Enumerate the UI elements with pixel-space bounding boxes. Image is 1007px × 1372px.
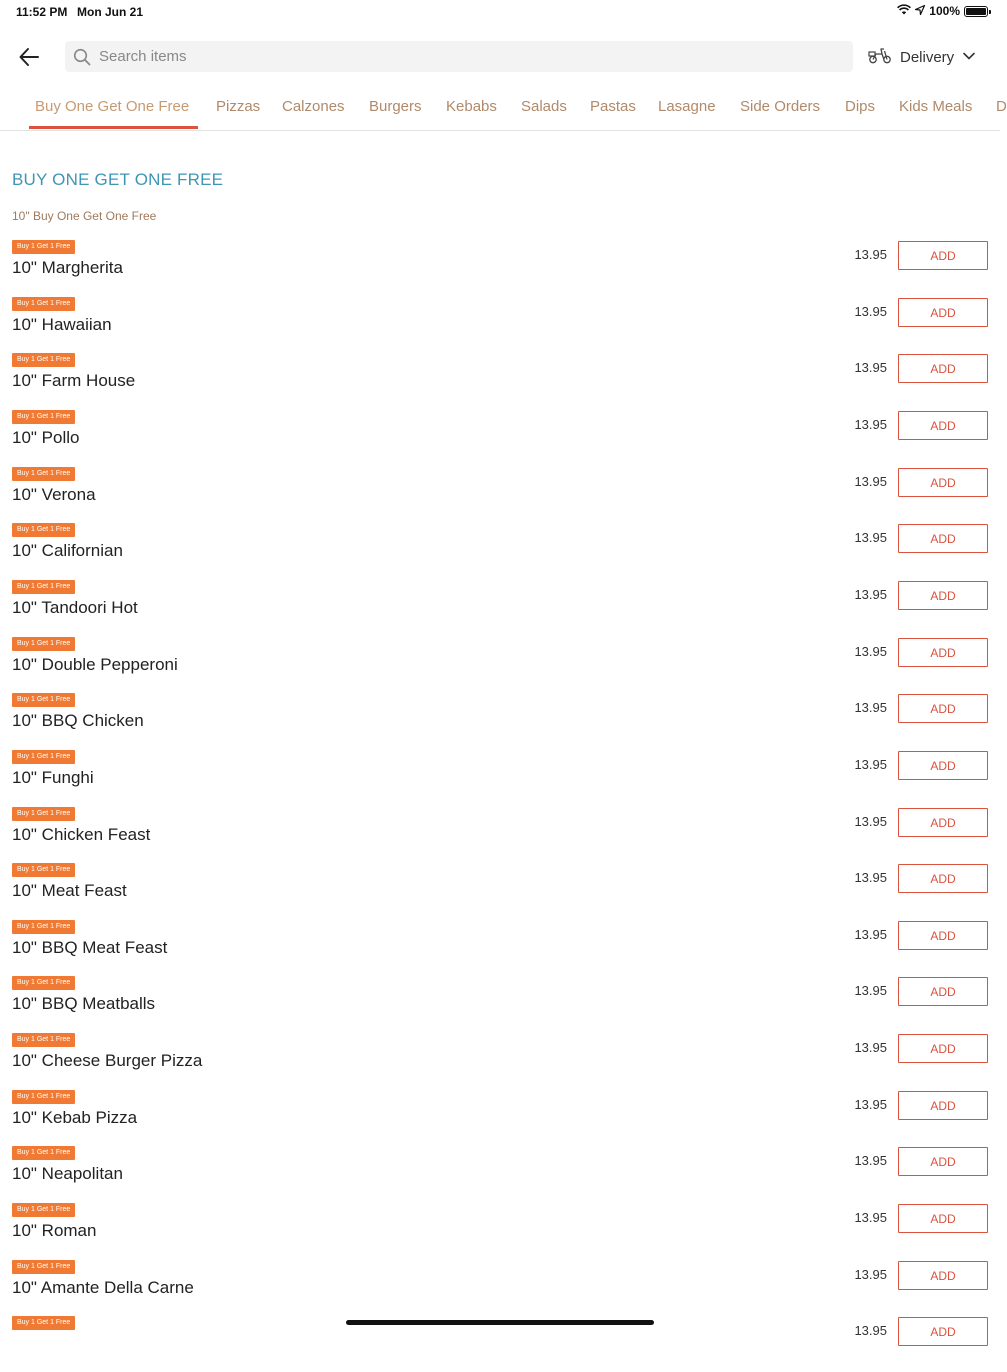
add-button[interactable]: ADD <box>898 1147 988 1176</box>
menu-item-name: 10" BBQ Meat Feast <box>12 938 168 957</box>
menu-item-price: 13.95 <box>854 644 887 659</box>
add-button[interactable]: ADD <box>898 411 988 440</box>
add-button[interactable]: ADD <box>898 751 988 780</box>
menu-item-price: 13.95 <box>854 814 887 829</box>
search-input[interactable] <box>97 47 801 66</box>
status-date: Mon Jun 21 <box>77 5 144 19</box>
scooter-icon <box>868 46 892 69</box>
tab-calzones[interactable]: Calzones <box>282 98 345 115</box>
menu-item-name: 10" Cheese Burger Pizza <box>12 1051 203 1070</box>
menu-item-row <box>0 1090 1000 1146</box>
menu-item-row <box>0 467 1000 523</box>
menu-item-row <box>0 240 1000 296</box>
tab-dips[interactable]: Dips <box>845 98 876 115</box>
promo-badge: Buy 1 Get 1 Free <box>12 523 75 537</box>
section-subtitle: 10" Buy One Get One Free <box>12 209 157 223</box>
promo-badge: Buy 1 Get 1 Free <box>12 693 75 707</box>
search-bar[interactable] <box>65 41 853 72</box>
menu-item-price: 13.95 <box>854 530 887 545</box>
promo-badge: Buy 1 Get 1 Free <box>12 353 75 367</box>
menu-item-name: 10" Hawaiian <box>12 315 112 334</box>
menu-item-name: 10" Margherita <box>12 258 123 277</box>
menu-item-name: 10" Tandoori Hot <box>12 598 138 617</box>
add-button[interactable]: ADD <box>898 1317 988 1346</box>
battery-fill <box>966 8 986 15</box>
wifi-icon <box>897 4 911 18</box>
menu-item-row <box>0 523 1000 579</box>
promo-badge: Buy 1 Get 1 Free <box>12 1260 75 1274</box>
menu-item-row <box>0 1033 1000 1089</box>
menu-item-name: 10" Neapolitan <box>12 1164 123 1183</box>
menu-item-name: 10" Roman <box>12 1221 97 1240</box>
chevron-down-icon <box>962 48 976 66</box>
menu-item-price: 13.95 <box>854 1153 887 1168</box>
menu-item-row <box>0 863 1000 919</box>
promo-badge: Buy 1 Get 1 Free <box>12 580 75 594</box>
menu-item-row <box>0 976 1000 1032</box>
add-button[interactable]: ADD <box>898 241 988 270</box>
menu-item-row <box>0 297 1000 353</box>
menu-item-price: 13.95 <box>854 870 887 885</box>
tab-buy-one-get-one-free[interactable]: Buy One Get One Free <box>35 98 190 115</box>
menu-item-row <box>0 693 1000 749</box>
menu-item-price: 13.95 <box>854 983 887 998</box>
add-button[interactable]: ADD <box>898 354 988 383</box>
menu-item-name: 10" Californian <box>12 541 123 560</box>
menu-item-name: 10" Amante Della Carne <box>12 1278 194 1297</box>
menu-item-row <box>0 1260 1000 1316</box>
menu-item-name: 10" Double Pepperoni <box>12 655 178 674</box>
menu-item-row <box>0 920 1000 976</box>
promo-badge: Buy 1 Get 1 Free <box>12 1090 75 1104</box>
menu-item-row <box>0 353 1000 409</box>
menu-item-name: 10" Meat Feast <box>12 881 127 900</box>
delivery-label: Delivery <box>900 48 955 66</box>
add-button[interactable]: ADD <box>898 638 988 667</box>
add-button[interactable]: ADD <box>898 864 988 893</box>
menu-item-row <box>0 1203 1000 1259</box>
promo-badge: Buy 1 Get 1 Free <box>12 1316 75 1330</box>
tab-overflow[interactable]: D <box>996 98 1007 115</box>
status-bar <box>0 0 1000 24</box>
menu-item-price: 13.95 <box>854 474 887 489</box>
menu-item-price: 13.95 <box>854 1210 887 1225</box>
tab-side-orders[interactable]: Side Orders <box>740 98 821 115</box>
menu-item-price: 13.95 <box>854 1323 887 1338</box>
menu-item-price: 13.95 <box>854 417 887 432</box>
add-button[interactable]: ADD <box>898 298 988 327</box>
add-button[interactable]: ADD <box>898 1034 988 1063</box>
menu-item-name: 10" Verona <box>12 485 96 504</box>
promo-badge: Buy 1 Get 1 Free <box>12 637 75 651</box>
menu-item-name: 10" Funghi <box>12 768 94 787</box>
tab-salads[interactable]: Salads <box>521 98 567 115</box>
add-button[interactable]: ADD <box>898 977 988 1006</box>
home-indicator <box>346 1320 654 1325</box>
menu-item-price: 13.95 <box>854 247 887 262</box>
promo-badge: Buy 1 Get 1 Free <box>12 467 75 481</box>
add-button[interactable]: ADD <box>898 1091 988 1120</box>
menu-item-price: 13.95 <box>854 1040 887 1055</box>
promo-badge: Buy 1 Get 1 Free <box>12 1203 75 1217</box>
status-indicators <box>897 4 988 18</box>
promo-badge: Buy 1 Get 1 Free <box>12 240 75 254</box>
tab-pizzas[interactable]: Pizzas <box>216 98 261 115</box>
menu-item-row <box>0 1146 1000 1202</box>
add-button[interactable]: ADD <box>898 581 988 610</box>
add-button[interactable]: ADD <box>898 1261 988 1290</box>
menu-item-row <box>0 637 1000 693</box>
status-time: 11:52 PM <box>16 5 68 19</box>
menu-item-price: 13.95 <box>854 757 887 772</box>
menu-item-price: 13.95 <box>854 304 887 319</box>
menu-item-name: 10" BBQ Meatballs <box>12 994 156 1013</box>
menu-item-price: 13.95 <box>854 360 887 375</box>
promo-badge: Buy 1 Get 1 Free <box>12 410 75 424</box>
promo-badge: Buy 1 Get 1 Free <box>12 750 75 764</box>
menu-item-name: 10" Pollo <box>12 428 80 447</box>
active-tab-indicator <box>29 126 198 129</box>
category-tabs <box>0 88 1007 131</box>
add-button[interactable]: ADD <box>898 468 988 497</box>
menu-item-price: 13.95 <box>854 700 887 715</box>
back-button[interactable] <box>14 42 44 72</box>
menu-item-name: 10" Farm House <box>12 371 136 390</box>
add-button[interactable]: ADD <box>898 808 988 837</box>
add-button[interactable]: ADD <box>898 524 988 553</box>
promo-badge: Buy 1 Get 1 Free <box>12 976 75 990</box>
delivery-selector[interactable] <box>868 44 976 70</box>
location-arrow-icon <box>915 4 925 18</box>
battery-icon <box>964 6 988 17</box>
add-button[interactable]: ADD <box>898 921 988 950</box>
promo-badge: Buy 1 Get 1 Free <box>12 807 75 821</box>
arrow-left-icon <box>19 48 39 66</box>
menu-item-row <box>0 807 1000 863</box>
battery-percent: 100% <box>929 4 960 18</box>
tab-kids-meals[interactable]: Kids Meals <box>899 98 973 115</box>
tab-burgers[interactable]: Burgers <box>369 98 422 115</box>
menu-item-price: 13.95 <box>854 927 887 942</box>
menu-item-row <box>0 410 1000 466</box>
menu-item-name: 10" BBQ Chicken <box>12 711 144 730</box>
menu-item-price: 13.95 <box>854 587 887 602</box>
add-button[interactable]: ADD <box>898 1204 988 1233</box>
promo-badge: Buy 1 Get 1 Free <box>12 1033 75 1047</box>
promo-badge: Buy 1 Get 1 Free <box>12 920 75 934</box>
tab-kebabs[interactable]: Kebabs <box>446 98 497 115</box>
promo-badge: Buy 1 Get 1 Free <box>12 297 75 311</box>
menu-item-row <box>0 580 1000 636</box>
search-icon <box>73 48 91 66</box>
menu-item-price: 13.95 <box>854 1267 887 1282</box>
menu-item-name: 10" Kebab Pizza <box>12 1108 138 1127</box>
add-button[interactable]: ADD <box>898 694 988 723</box>
promo-badge: Buy 1 Get 1 Free <box>12 863 75 877</box>
tab-pastas[interactable]: Pastas <box>590 98 636 115</box>
menu-item-price: 13.95 <box>854 1097 887 1112</box>
tab-lasagne[interactable]: Lasagne <box>658 98 716 115</box>
section-title: BUY ONE GET ONE FREE <box>12 170 224 189</box>
menu-item-row <box>0 750 1000 806</box>
menu-item-name: 10" Chicken Feast <box>12 825 151 844</box>
promo-badge: Buy 1 Get 1 Free <box>12 1146 75 1160</box>
